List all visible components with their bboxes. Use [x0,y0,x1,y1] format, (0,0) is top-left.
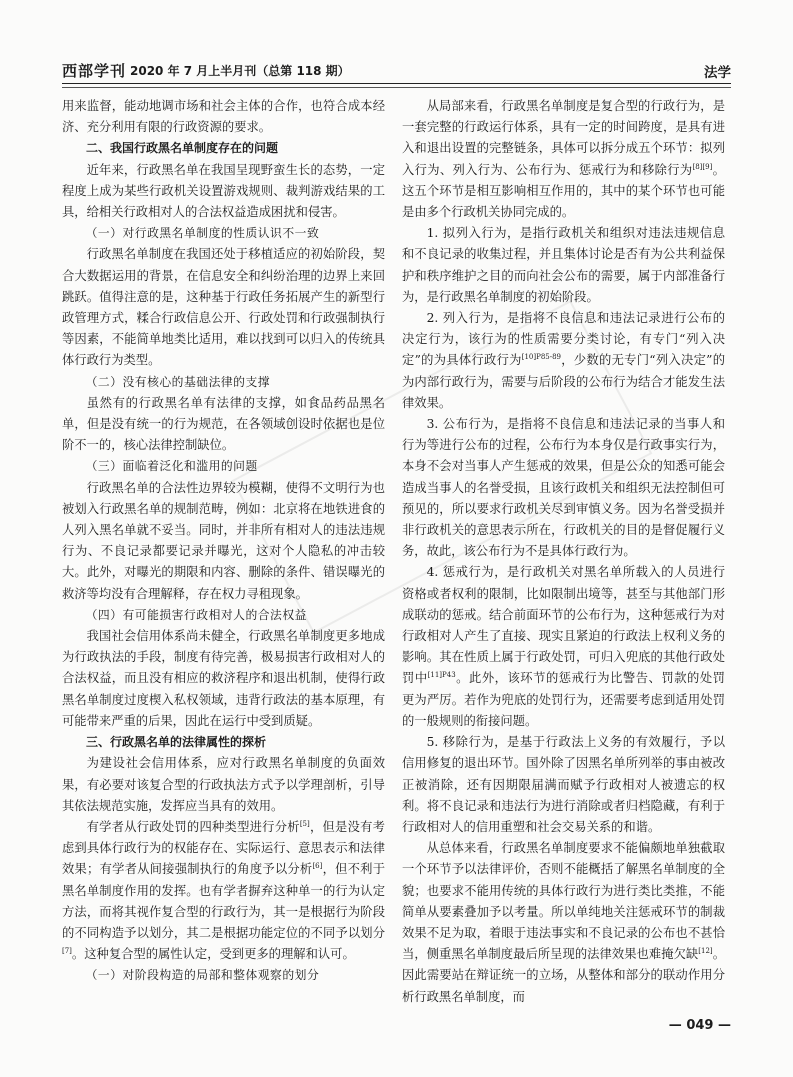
text-run: 。这种复合型的属性认定，受到更多的理解和认可。 [71,947,355,962]
text-run: ，但不利于黑名单制度作用的发挥。也有学者摒弃这种单一的行为认定方法，而将其视作复合型的行政行为，其一是根据行为阶段的不同构造予以划分，其二是根据功能定位的不同予以划分 [62,862,385,940]
header-rule-thick [62,83,731,84]
left-column [62,96,385,987]
journal-logo: 西部学刊 [62,62,127,80]
text-run: ，但是没有考虑到具体行政行为的权能存在、实际运行、意思表示和法律效果；有学者从间接强制执行的角度予以分析 [62,819,385,877]
paragraph-with-citations [402,562,725,732]
paragraph: 5. 移除行为，是基于行政法上义务的有效履行，予以信用修复的退出环节。国外除了因黑名单所列举的事由被改正被消除，还有因期限届满而赋予行政相对人被遗忘的权利。将不良记录和违法行为进行消除或者归档隐藏，有利于行政相对人的信用重塑和社会交易关系的和谐。 [402,735,725,834]
text-run: ，少数的无专门“列入决定”的为内部行政行为，需要与后阶段的公布行为结合才能发生法律效果。 [402,353,726,410]
paragraph-with-citations [62,817,385,965]
page-number: — 049 — [668,1018,731,1033]
citation: [12] [698,947,713,956]
paragraph: 为建设社会信用体系，应对行政黑名单制度的负面效果，有必要对该复合型的行政执法方式予以学理剖析，引导其依法规范实施，发挥应当具有的效用。 [62,756,385,813]
paragraph: 行政黑名单的合法性边界较为模糊，使得不文明行为也被划入行政黑名单的规制范畴，例如：北京将在地铁进食的人列入黑名单就不妥当。同时，并非所有相对人的违法违规行为、不良记录都要记录并曝光，这对个人隐私的冲击较大。此外，对曝光的期限和内容、删除的条件、错误曝光的救济等均没有合理解释，存在权力寻租现象。 [62,480,385,601]
subsection-heading: （一）对行政黑名单制度的性质认识不一致 [85,226,320,241]
citation: [8][9] [692,162,713,171]
text-run: 。因此需要站在辩证统一的立场，从整体和部分的联动作用分析行政黑名单制度，而 [402,947,725,1004]
citation: [5] [299,819,310,828]
paragraph-with-citations [402,308,725,414]
citation: [10]P85-89 [521,353,561,362]
paragraph: 用来监督，能动地调市场和社会主体的合作，也符合成本经济、充分利用有限的行政资源的要求。 [62,99,385,135]
text-run: 。此外，该环节的惩戒行为比警告、罚款的处罚更为严厉。若作为兜底的处罚行为，还需要考虑到适用处罚的一般规则的衔接问题。 [402,671,725,728]
section-label: 法学 [704,65,731,81]
text-run: 4. 惩戒行为，是行政机关对黑名单所载入的人员进行资格或者权利的限制，比如限制出境等，甚至与其他部门形成联动的惩戒。结合前面环节的公布行为，这种惩戒行为对行政相对人产生了直接、现实且紧迫的行政法上权利义务的影响。其在性质上属于行政处罚，可归入兜底的其他行政处罚中 [402,565,725,686]
paragraph: 1. 拟列入行为，是指行政机关和组织对违法违规信息和不良记录的收集过程，并且集体讨论是否有为公共利益保护和秩序维护之目的而向社会公布的需要，属于内部准备行为，是行政黑名单制度的初始阶段。 [402,226,725,304]
subsection-heading: （四）有可能损害行政相对人的合法权益 [85,607,307,622]
text-run: 从局部来看，行政黑名单制度是复合型的行政行为，是一套完整的行政运行体系，具有一定的时间跨度，是具有进入和退出设置的完整链条，具体可以拆分成五个环节：拟列入行为、列入行为、公布行为、惩戒行为和移除行为 [402,99,725,177]
paragraph: 虽然有的行政黑名单有法律的支撑，如食品药品黑名单，但是没有统一的行为规范，在各领域创设时依据也是位阶不一的，核心法律控制缺位。 [62,395,385,453]
paragraph-with-citations [402,838,725,1008]
page-header [62,58,731,82]
paragraph: 我国社会信用体系尚未健全，行政黑名单制度更多地成为行政执法的手段，制度有待完善，极易损害行政相对人的合法权益，而且没有相应的救济程序和退出机制，使得行政黑名单制度过度楔入私权领域，违背行政法的基本原理，有可能带来严重的后果，因此在运行中受到质疑。 [62,629,385,728]
subsection-heading: （三）面临着泛化和滥用的问题 [85,459,258,474]
subsection-heading: （一）对阶段构造的局部和整体观察的划分 [85,968,320,983]
section-heading: 三、行政黑名单的法律属性的探析 [86,735,267,750]
text-run: 有学者从行政处罚的四种类型进行分析 [86,819,300,834]
citation: [6] [312,862,323,871]
paragraph: 3. 公布行为，是指将不良信息和违法记录的当事人和行为等进行公布的过程，公布行为本身仅是行政事实行为，本身不会对当事人产生惩戒的效果，但是公众的知悉可能会造成当事人的名誉受损，且该行政机关和组织无法控制但可预见的，所以要求行政机关尽到审慎义务。因为名誉受损并非行政机关的意思表示所在，行政机关的目的是督促履行义务，故此，该公布行为不是具体行政行为。 [402,417,725,559]
paragraph: 近年来，行政黑名单在我国呈现野蛮生长的态势，一定程度上成为某些行政机关设置游戏规则、裁判游戏结果的工具，给相关行政相对人的合法权益造成困扰和侵害。 [62,162,385,220]
text-run: 2. 列入行为，是指将不良信息和违法记录进行公布的决定行为，该行为的性质需要分类讨论，有专门“列入决定”的为具体行政行为 [402,311,725,368]
paragraph-with-citations [402,96,725,223]
citation: [7] [62,947,72,956]
paragraph: 行政黑名单制度在我国还处于移植适应的初始阶段，契合大数据运用的背景，在信息安全和纠纷治理的边界上来回跳跃。值得注意的是，这种基于行政任务拓展产生的新型行政管理方式，糅合行政信息公开、行政处罚和行政强制执行等因素，不能简单地类比适用，难以找到可以归入的传统具体行政行为类型。 [62,247,385,368]
issue-info: 2020 年 7 月上半月刊（总第 118 期） [130,64,350,78]
text-run: 从总体来看，行政黑名单制度要求不能偏颇地单独截取一个环节予以法律评价，否则不能概括了解黑名单制度的全貌；也要求不能用传统的具体行政行为进行类比类推，不能简单从要素叠加予以考量。所以单纯地关注惩戒环节的制裁效果不足为取，着眼于违法事实和不良记录的公布也不甚恰当，侧重黑名单制度最后所呈现的法律效果也难掩欠缺 [402,841,725,962]
header-rule-thin [62,87,731,88]
right-column [402,96,725,1008]
text-run: 。这五个环节是相互影响相互作用的，其中的某个环节也可能是由多个行政机关协同完成的。 [402,162,725,220]
citation: [11]P43 [427,671,456,680]
section-heading: 二、我国行政黑名单制度存在的问题 [86,141,279,156]
subsection-heading: （二）没有核心的基础法律的支撑 [85,374,271,389]
